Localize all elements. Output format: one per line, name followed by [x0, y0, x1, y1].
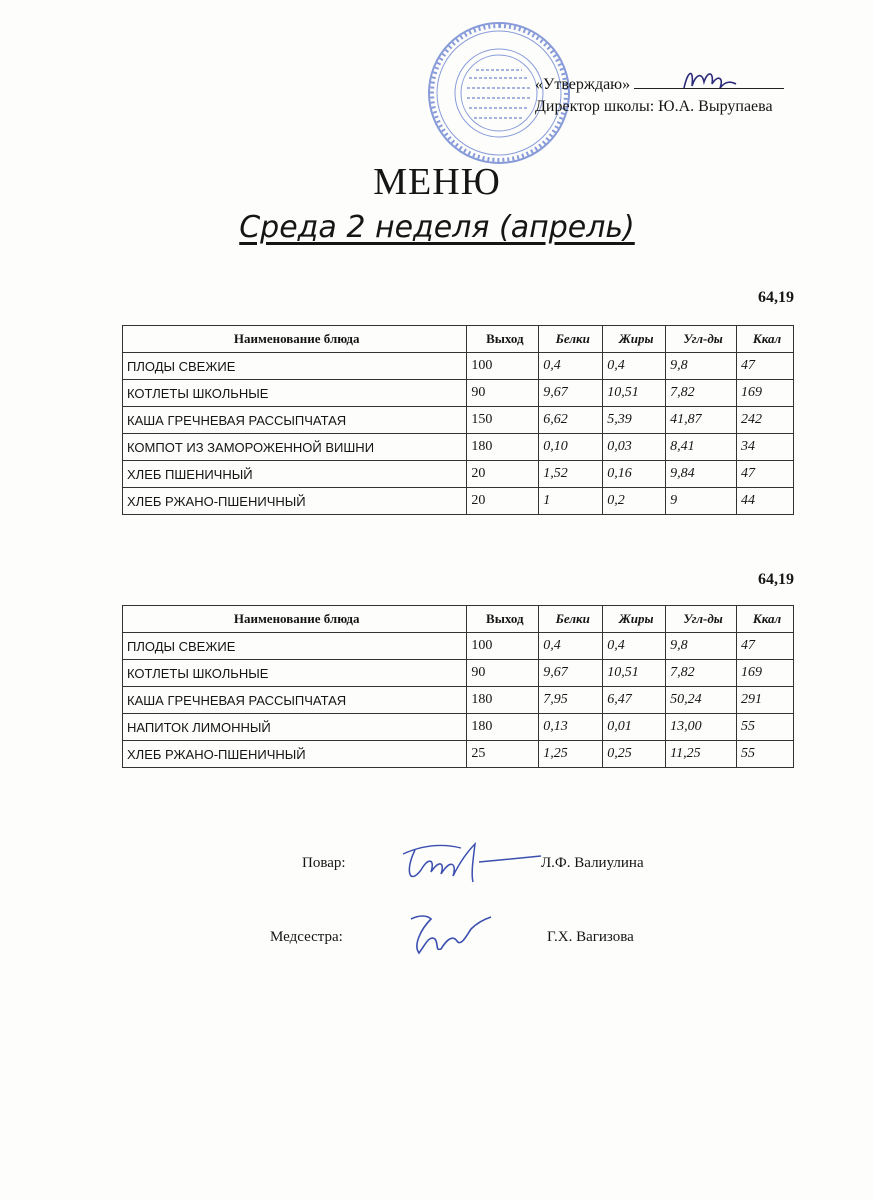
cell-protein: 1,52 — [539, 461, 603, 488]
cell-portion: 100 — [467, 633, 539, 660]
cell-carbs: 9 — [666, 488, 737, 515]
cell-carbs: 11,25 — [666, 741, 737, 768]
table-row — [123, 407, 794, 434]
cell-carbs: 8,41 — [666, 434, 737, 461]
table-header-row — [123, 326, 794, 353]
cell-kcal: 34 — [737, 434, 794, 461]
cell-carbs: 9,84 — [666, 461, 737, 488]
header-dish: Наименование блюда — [123, 606, 467, 633]
cell-dish: КОТЛЕТЫ ШКОЛЬНЫЕ — [123, 660, 467, 687]
cell-kcal: 44 — [737, 488, 794, 515]
cell-fat: 5,39 — [603, 407, 666, 434]
cell-kcal: 47 — [737, 461, 794, 488]
menu-table — [122, 325, 794, 515]
table-row — [123, 488, 794, 515]
table-row — [123, 461, 794, 488]
table-row — [123, 353, 794, 380]
cell-protein: 0,13 — [539, 714, 603, 741]
header-fat: Жиры — [603, 606, 666, 633]
cell-protein: 1 — [539, 488, 603, 515]
cell-dish: КОМПОТ ИЗ ЗАМОРОЖЕННОЙ ВИШНИ — [123, 434, 467, 461]
cell-kcal: 291 — [737, 687, 794, 714]
table-row — [123, 380, 794, 407]
cell-protein: 1,25 — [539, 741, 603, 768]
cell-kcal: 169 — [737, 380, 794, 407]
header-portion: Выход — [467, 606, 539, 633]
header-carbs: Угл-ды — [666, 326, 737, 353]
cell-fat: 0,4 — [603, 633, 666, 660]
cell-portion: 180 — [467, 687, 539, 714]
cell-carbs: 7,82 — [666, 660, 737, 687]
director-signature — [680, 60, 740, 100]
header-protein: Белки — [539, 326, 603, 353]
cell-protein: 9,67 — [539, 660, 603, 687]
cell-kcal: 242 — [737, 407, 794, 434]
cell-carbs: 9,8 — [666, 353, 737, 380]
cell-kcal: 169 — [737, 660, 794, 687]
cell-dish: КАША ГРЕЧНЕВАЯ РАССЫПЧАТАЯ — [123, 687, 467, 714]
cell-portion: 90 — [467, 380, 539, 407]
cell-carbs: 7,82 — [666, 380, 737, 407]
cell-dish: КОТЛЕТЫ ШКОЛЬНЫЕ — [123, 380, 467, 407]
header-portion: Выход — [467, 326, 539, 353]
cell-protein: 0,10 — [539, 434, 603, 461]
cook-name: Л.Ф. Валиулина — [541, 855, 644, 871]
table-row — [123, 434, 794, 461]
header-carbs: Угл-ды — [666, 606, 737, 633]
menu-price: 64,19 — [758, 289, 794, 306]
header-fat: Жиры — [603, 326, 666, 353]
table-row — [123, 687, 794, 714]
cell-dish: ПЛОДЫ СВЕЖИЕ — [123, 633, 467, 660]
cell-fat: 0,01 — [603, 714, 666, 741]
approval-label: «Утверждаю» — [535, 76, 631, 93]
header-kcal: Ккал — [737, 326, 794, 353]
cell-kcal: 55 — [737, 714, 794, 741]
cell-dish: ПЛОДЫ СВЕЖИЕ — [123, 353, 467, 380]
cell-fat: 0,4 — [603, 353, 666, 380]
cell-kcal: 55 — [737, 741, 794, 768]
cell-fat: 0,2 — [603, 488, 666, 515]
cell-kcal: 47 — [737, 633, 794, 660]
cell-protein: 0,4 — [539, 353, 603, 380]
cell-portion: 100 — [467, 353, 539, 380]
cell-fat: 0,25 — [603, 741, 666, 768]
cell-portion: 150 — [467, 407, 539, 434]
cell-protein: 9,67 — [539, 380, 603, 407]
cell-fat: 0,16 — [603, 461, 666, 488]
approval-block — [535, 74, 795, 118]
table-row — [123, 633, 794, 660]
cell-portion: 20 — [467, 488, 539, 515]
cell-portion: 20 — [467, 461, 539, 488]
cell-portion: 90 — [467, 660, 539, 687]
page-title: МЕНЮ — [373, 161, 501, 203]
header-dish: Наименование блюда — [123, 326, 467, 353]
cell-dish: ХЛЕБ ПШЕНИЧНЫЙ — [123, 461, 467, 488]
cell-fat: 6,47 — [603, 687, 666, 714]
page-subtitle: Среда 2 неделя (апрель) — [239, 210, 635, 245]
cell-fat: 0,03 — [603, 434, 666, 461]
table-row — [123, 741, 794, 768]
cell-dish: НАПИТОК ЛИМОННЫЙ — [123, 714, 467, 741]
nurse-name: Г.Х. Вагизова — [547, 929, 634, 945]
cell-carbs: 13,00 — [666, 714, 737, 741]
cell-dish: КАША ГРЕЧНЕВАЯ РАССЫПЧАТАЯ — [123, 407, 467, 434]
cell-kcal: 47 — [737, 353, 794, 380]
cell-carbs: 50,24 — [666, 687, 737, 714]
nurse-label: Медсестра: — [270, 929, 343, 945]
cell-dish: ХЛЕБ РЖАНО-ПШЕНИЧНЫЙ — [123, 741, 467, 768]
cook-label: Повар: — [302, 855, 346, 871]
cell-carbs: 41,87 — [666, 407, 737, 434]
menu-price: 64,19 — [758, 571, 794, 588]
cook-signature — [395, 830, 545, 890]
table-row — [123, 714, 794, 741]
table-header-row — [123, 606, 794, 633]
cell-portion: 180 — [467, 434, 539, 461]
table-row — [123, 660, 794, 687]
cell-protein: 7,95 — [539, 687, 603, 714]
cell-fat: 10,51 — [603, 380, 666, 407]
cell-portion: 180 — [467, 714, 539, 741]
cell-dish: ХЛЕБ РЖАНО-ПШЕНИЧНЫЙ — [123, 488, 467, 515]
cell-protein: 6,62 — [539, 407, 603, 434]
cell-carbs: 9,8 — [666, 633, 737, 660]
director-signatory: Директор школы: Ю.А. Вырупаева — [535, 98, 773, 115]
header-kcal: Ккал — [737, 606, 794, 633]
cell-portion: 25 — [467, 741, 539, 768]
menu-table — [122, 605, 794, 768]
nurse-signature — [405, 905, 495, 960]
cell-fat: 10,51 — [603, 660, 666, 687]
header-protein: Белки — [539, 606, 603, 633]
cell-protein: 0,4 — [539, 633, 603, 660]
